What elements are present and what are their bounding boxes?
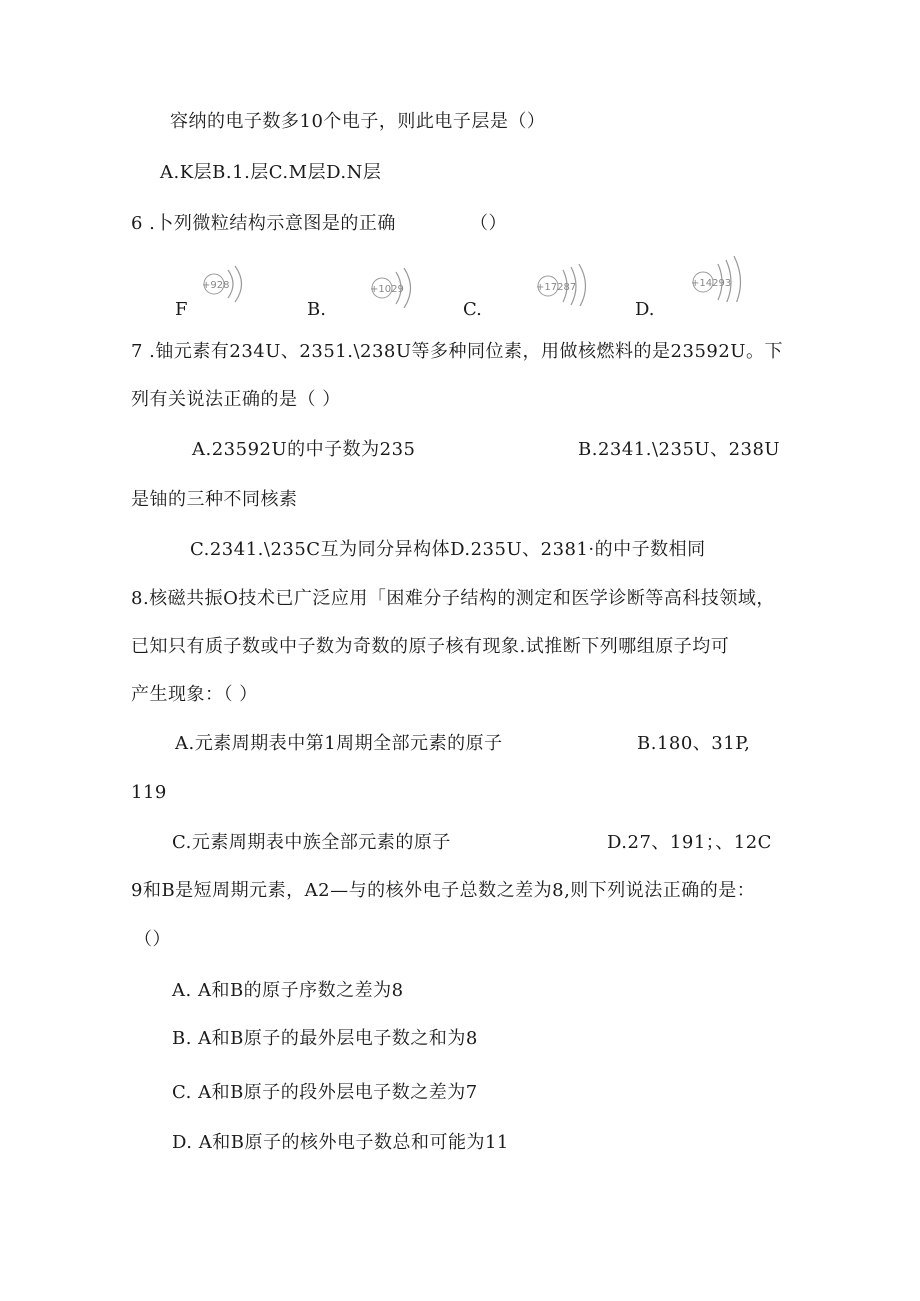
q6-atom-core-b: +1029 <box>370 284 404 295</box>
q9-stem-line2: （） <box>134 929 171 950</box>
q8-stem-line3: 产生现象：（ ） <box>131 684 258 705</box>
q5-options: A.K层B.1.层C.M层D.N层 <box>160 162 382 183</box>
q6-answer-paren: （） <box>470 213 507 234</box>
q6-diagram-label-b: B. <box>307 299 326 320</box>
q9-option-a: A. A和B的原子序数之差为8 <box>172 980 404 1001</box>
q7-option-b-cont: 是铀的三种不同核素 <box>131 489 298 510</box>
q7-option-b: B.2341.\235U、238U <box>578 439 781 460</box>
q6-atom-core-d: +14293 <box>691 278 732 289</box>
q8-stem-line2: 已知只有质子数或中子数为奇数的原子核有现象.试推断下列哪组原子均可 <box>131 636 730 657</box>
q9-option-c: C. A和B原子的段外层电子数之差为7 <box>172 1082 478 1103</box>
q8-option-b-cont: 119 <box>131 782 167 803</box>
q7-option-cd: C.2341.\235C互为同分异构体D.235U、2381·的中子数相同 <box>190 539 706 560</box>
q6-diagram-label-d: D. <box>635 299 655 320</box>
q7-option-a: A.23592U的中子数为235 <box>192 439 416 460</box>
q6-atom-diagram-f <box>200 262 260 306</box>
q6-stem: 6 .卜列微粒结构示意图是的正确 <box>131 213 396 234</box>
q9-option-b: B. A和B原子的最外层电子数之和为8 <box>172 1028 478 1049</box>
q8-option-c: C.元素周期表中族全部元素的原子 <box>172 832 451 853</box>
q6-diagram-label-f: F <box>175 299 188 320</box>
q9-option-d: D. A和B原子的核外电子数总和可能为11 <box>172 1132 509 1153</box>
q6-atom-diagram-d <box>690 254 754 302</box>
q8-option-d: D.27、191；、12C <box>607 832 772 853</box>
q6-atom-core-f: +928 <box>202 280 230 291</box>
q7-stem-line2: 列有关说法正确的是（ ） <box>131 389 341 410</box>
q8-stem-line1: 8.核磁共振O技术已广泛应用「困难分子结构的测定和医学诊断等高科技领域， <box>131 588 775 609</box>
q6-atom-core-c: +17287 <box>536 282 577 293</box>
q6-atom-diagram-b <box>368 264 428 308</box>
q7-stem-line1: 7 .铀元素有234U、2351.\238U等多种同位素，用做核燃料的是23592U。下 <box>131 341 783 362</box>
q6-atom-diagram-c <box>535 262 599 306</box>
q9-stem-line1: 9和B是短周期元素，A2—与的核外电子总数之差为8,则下列说法正确的是： <box>131 880 756 901</box>
q6-diagram-label-c: C. <box>463 299 482 320</box>
q8-option-a: A.元素周期表中第1周期全部元素的原子 <box>175 733 503 754</box>
q5-stem: 容纳的电子数多10个电子，则此电子层是（） <box>170 111 546 132</box>
q8-option-b: B.180、31P, <box>637 733 751 754</box>
